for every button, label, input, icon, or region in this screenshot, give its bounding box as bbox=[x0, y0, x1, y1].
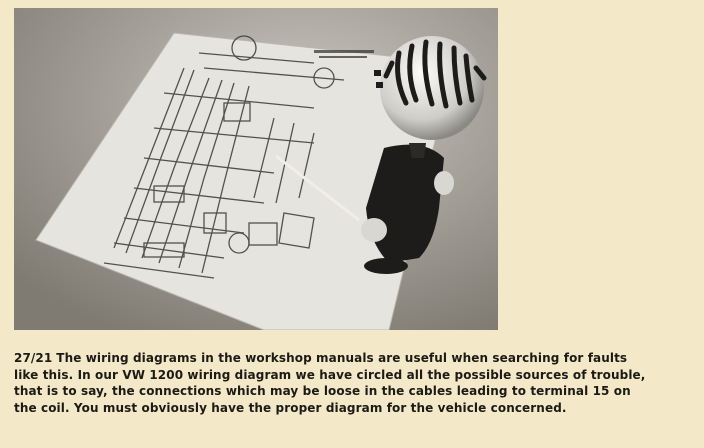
caption-line-2: like this. In our VW 1200 wiring diagram we have circled all the possible sources of trouble, bbox=[14, 367, 646, 382]
figure-caption bbox=[14, 350, 690, 416]
caption-line-1 bbox=[14, 350, 690, 367]
figure-number: 27/21 bbox=[14, 351, 53, 365]
caption-line-4: the coil. You must obviously have the proper diagram for the vehicle concerned. bbox=[14, 400, 567, 415]
caption-line-3: that is to say, the connections which may be loose in the cables leading to terminal 15 on bbox=[14, 384, 631, 399]
wiring-diagram-photo bbox=[14, 8, 498, 330]
caption-text-1: The wiring diagrams in the workshop manuals are useful when searching for faults bbox=[56, 351, 628, 365]
